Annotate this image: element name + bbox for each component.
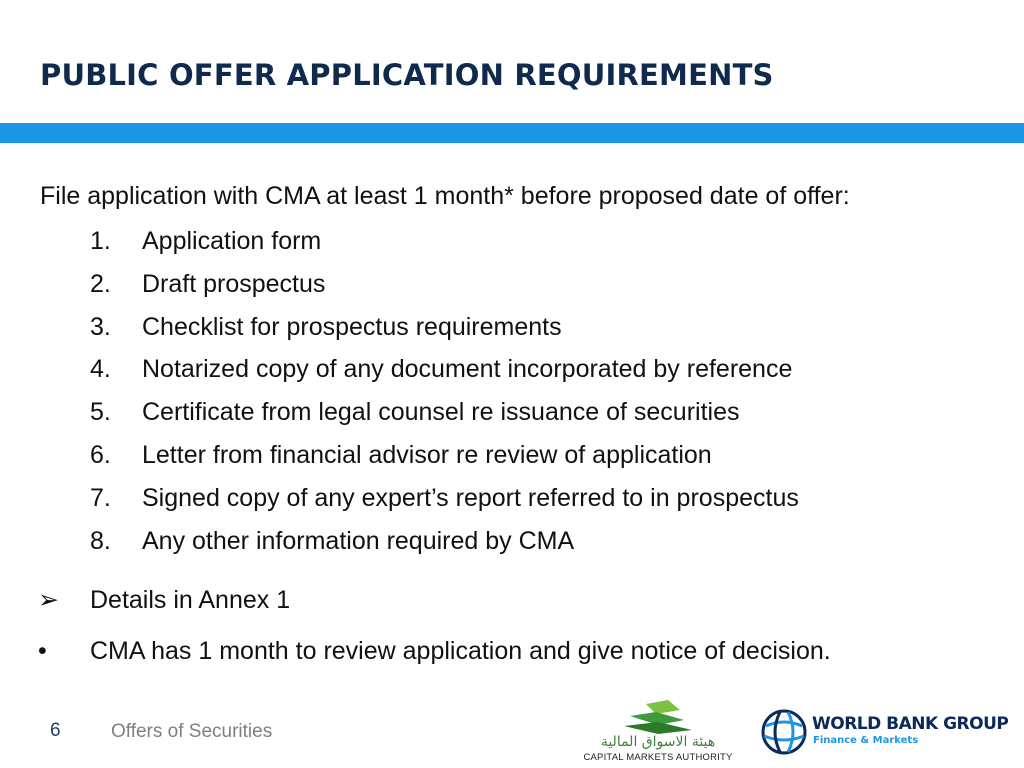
list-item-number: 1. (90, 227, 111, 255)
world-bank-group-subtitle: Finance & Markets (813, 735, 919, 746)
list-item-text: Notarized copy of any document incorporated by reference (142, 355, 793, 384)
list-item-text: Signed copy of any expert’s report referred to in prospectus (142, 483, 799, 512)
list-item-text: Letter from financial advisor re review of application (142, 440, 712, 469)
list-item-text: Application form (142, 227, 322, 255)
bullet-dot-icon: • (38, 637, 47, 665)
cma-english-name: CAPITAL MARKETS AUTHORITY (583, 752, 733, 763)
list-item-number: 5. (90, 398, 111, 427)
cma-logo (574, 698, 742, 766)
slide-number: 6 (50, 720, 61, 741)
list-item-number: 3. (90, 312, 111, 341)
list-item-text: Checklist for prospectus requirements (142, 312, 562, 341)
intro-text: File application with CMA at least 1 month* before proposed date of offer: (40, 182, 850, 210)
list-item-number: 7. (90, 483, 111, 512)
footer-section-label: Offers of Securities (111, 721, 273, 742)
review-text: CMA has 1 month to review application and give notice of decision. (90, 637, 831, 665)
slide-title: PUBLIC OFFER APPLICATION REQUIREMENTS (40, 58, 774, 92)
cma-arabic-name: هيئة الاسواق المالية (600, 734, 716, 750)
annex-text: Details in Annex 1 (90, 586, 291, 614)
list-item-text: Any other information required by CMA (142, 526, 575, 555)
list-item-number: 6. (90, 440, 111, 469)
world-bank-group-logo (760, 706, 1009, 758)
world-bank-globe-icon (760, 708, 808, 756)
list-item-number: 2. (90, 269, 111, 298)
list-item-text: Certificate from legal counsel re issuance of securities (142, 398, 740, 427)
list-item-text: Draft prospectus (142, 269, 326, 298)
world-bank-group-name: WORLD BANK GROUP (812, 714, 1009, 734)
arrowhead-bullet-icon: ➢ (38, 586, 59, 614)
list-item-number: 8. (90, 526, 111, 555)
list-item-number: 4. (90, 355, 111, 384)
cma-pyramid-icon (574, 698, 742, 734)
title-underline-band (0, 123, 1024, 143)
